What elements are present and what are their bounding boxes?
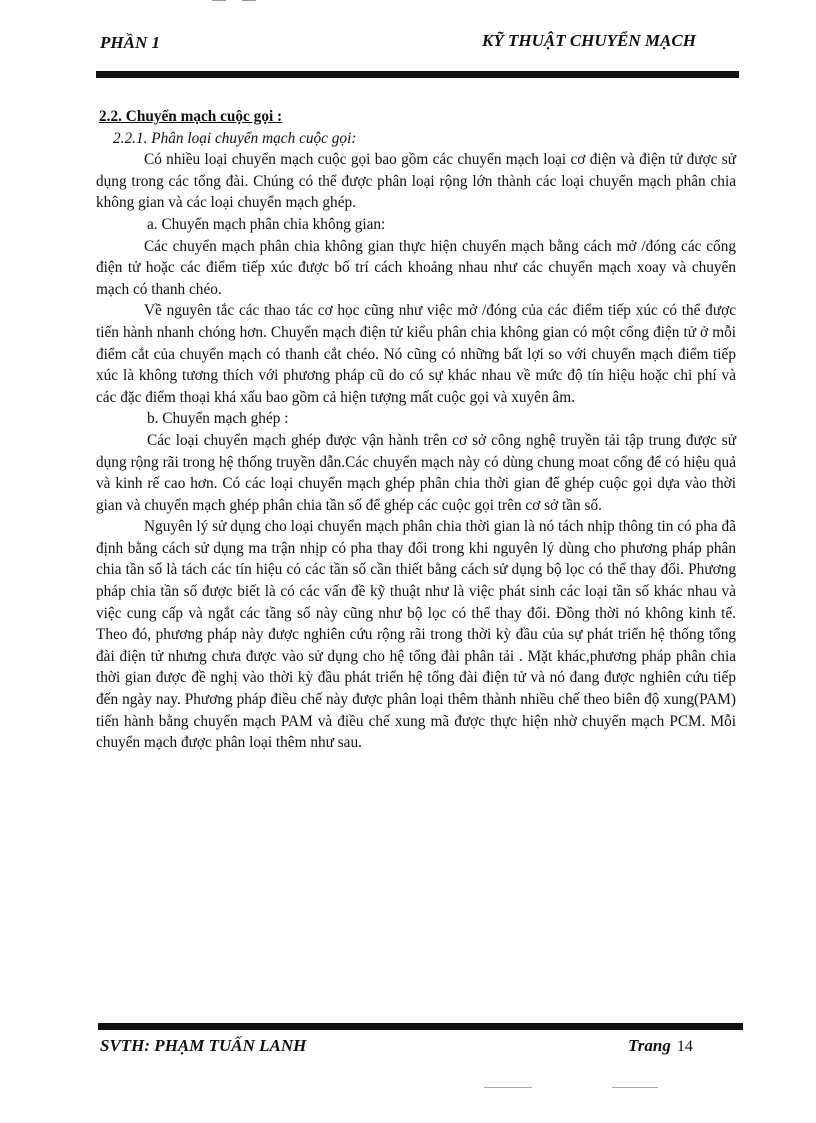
subsection-title: 2.2.1. Phân loại chuyển mạch cuộc gọi: bbox=[113, 129, 357, 147]
intro-paragraph: Có nhiều loại chuyển mạch cuộc gọi bao gồm các chuyển mạch loại cơ điện và điện tử được sử dụng trong các tổng đài. Chúng có thể được phân loại rộng lớn thành các loại chuyển mạch phân chia không gian và các loại chuyển mạch ghép. bbox=[96, 151, 736, 212]
item-b-paragraph-1: Các loại chuyển mạch ghép được vận hành trên cơ sở công nghệ truyền tải tập trung được sử dụng rộng rãi trong hệ thống truyền dẫn.Các chuyển mạch này có dùng chung moat cổng để có hiệu quả và kinh rế cao hơn. Có các loại chuyển mạch ghép phân chia thời gian để ghép cuộc gọi dựa vào thời gian và chuyển mạch ghép phân chia tần số để ghép các cuộc gọi trên cơ sở tần số. bbox=[96, 431, 736, 514]
footer-page bbox=[628, 1036, 693, 1056]
item-b-title: b. Chuyển mạch ghép : bbox=[147, 410, 289, 428]
scan-mark-bottom-right bbox=[612, 1087, 658, 1088]
page-label: Trang bbox=[628, 1036, 671, 1055]
page-number: 14 bbox=[676, 1038, 693, 1055]
page-body bbox=[96, 106, 736, 754]
scan-mark-top-right bbox=[242, 0, 256, 1]
header-part: PHẦN 1 bbox=[100, 33, 160, 52]
scan-mark-bottom-left bbox=[484, 1087, 532, 1088]
footer-rule bbox=[98, 1023, 743, 1030]
item-a-title: a. Chuyển mạch phân chia không gian: bbox=[147, 215, 386, 233]
item-b-paragraph-2: Nguyên lý sử dụng cho loại chuyển mạch phân chia thời gian là nó tách nhịp thông tin có pha đã định bằng cách sử dụng ma trận nhịp có pha thay đổi trong khi nguyên lý dùng cho phương pháp phân chia tần số là tách các tín hiệu có các tần số cần thiết bằng cách sử dụng bộ lọc có thể thay đổi. Phương pháp chia tần số được biết là có các vấn đề kỹ thuật như là việc phát sinh các loại tần số khác nhau và việc cung cấp và ngắt các tầng số này cũng như bộ lọc có thể thay đổi. Đồng thời nó không kinh tế. Theo đó, phương pháp này được nghiên cứu rộng rãi trong thời kỳ đầu của sự phát triển hệ thống tổng đài điện tử nhưng chưa được vào sử dụng cho hệ tổng đài phân tải . Mặt khác,phương pháp phân chia thời gian được đề nghị vào thời kỳ đầu phát triển hệ tổng đài điện tử và nó đang được nghiên cứu tiếp đến ngày nay. Phương pháp điều chế này được phân loại thêm thành nhiều chế theo biên độ xung(PAM) tiến hành bằng chuyển mạch PAM và điều chế xung mã được thực hiện nhờ chuyển mạch PCM. Mỗi chuyển mạch được phân loại thêm như sau. bbox=[96, 518, 736, 752]
scan-mark-top-left bbox=[212, 0, 226, 1]
header-title: KỸ THUẬT CHUYỂN MẠCH bbox=[482, 31, 696, 50]
item-a-paragraph-1: Các chuyển mạch phân chia không gian thực hiện chuyển mạch bằng cách mở /đóng các cổng điện tử hoặc các điểm tiếp xúc được bố trí cách khoảng nhau như các chuyển mạch xoay và chuyển mạch có thanh chéo. bbox=[96, 237, 736, 298]
item-a-paragraph-2: Về nguyên tắc các thao tác cơ học cũng như việc mở /đóng của các điểm tiếp xúc có thể được tiến hành nhanh chóng hơn. Chuyển mạch điện tử kiểu phân chia không gian có một cổng điện tử ở mỗi điểm cắt của chuyển mạch có thanh cắt chéo. Nó cũng có những bất lợi so với chuyển mạch điểm tiếp xúc là không tương thích với phương pháp cũ do có sự khác nhau về mức độ tín hiệu hoặc chi phí và các đặc điểm thoại khá xấu bao gồm cả hiện tượng mất cuộc gọi và xuyên âm. bbox=[96, 302, 736, 406]
header-rule bbox=[96, 71, 739, 78]
footer-author: SVTH: PHẠM TUẤN LANH bbox=[100, 1036, 307, 1055]
section-title: 2.2. Chuyển mạch cuộc gọi : bbox=[99, 108, 283, 125]
